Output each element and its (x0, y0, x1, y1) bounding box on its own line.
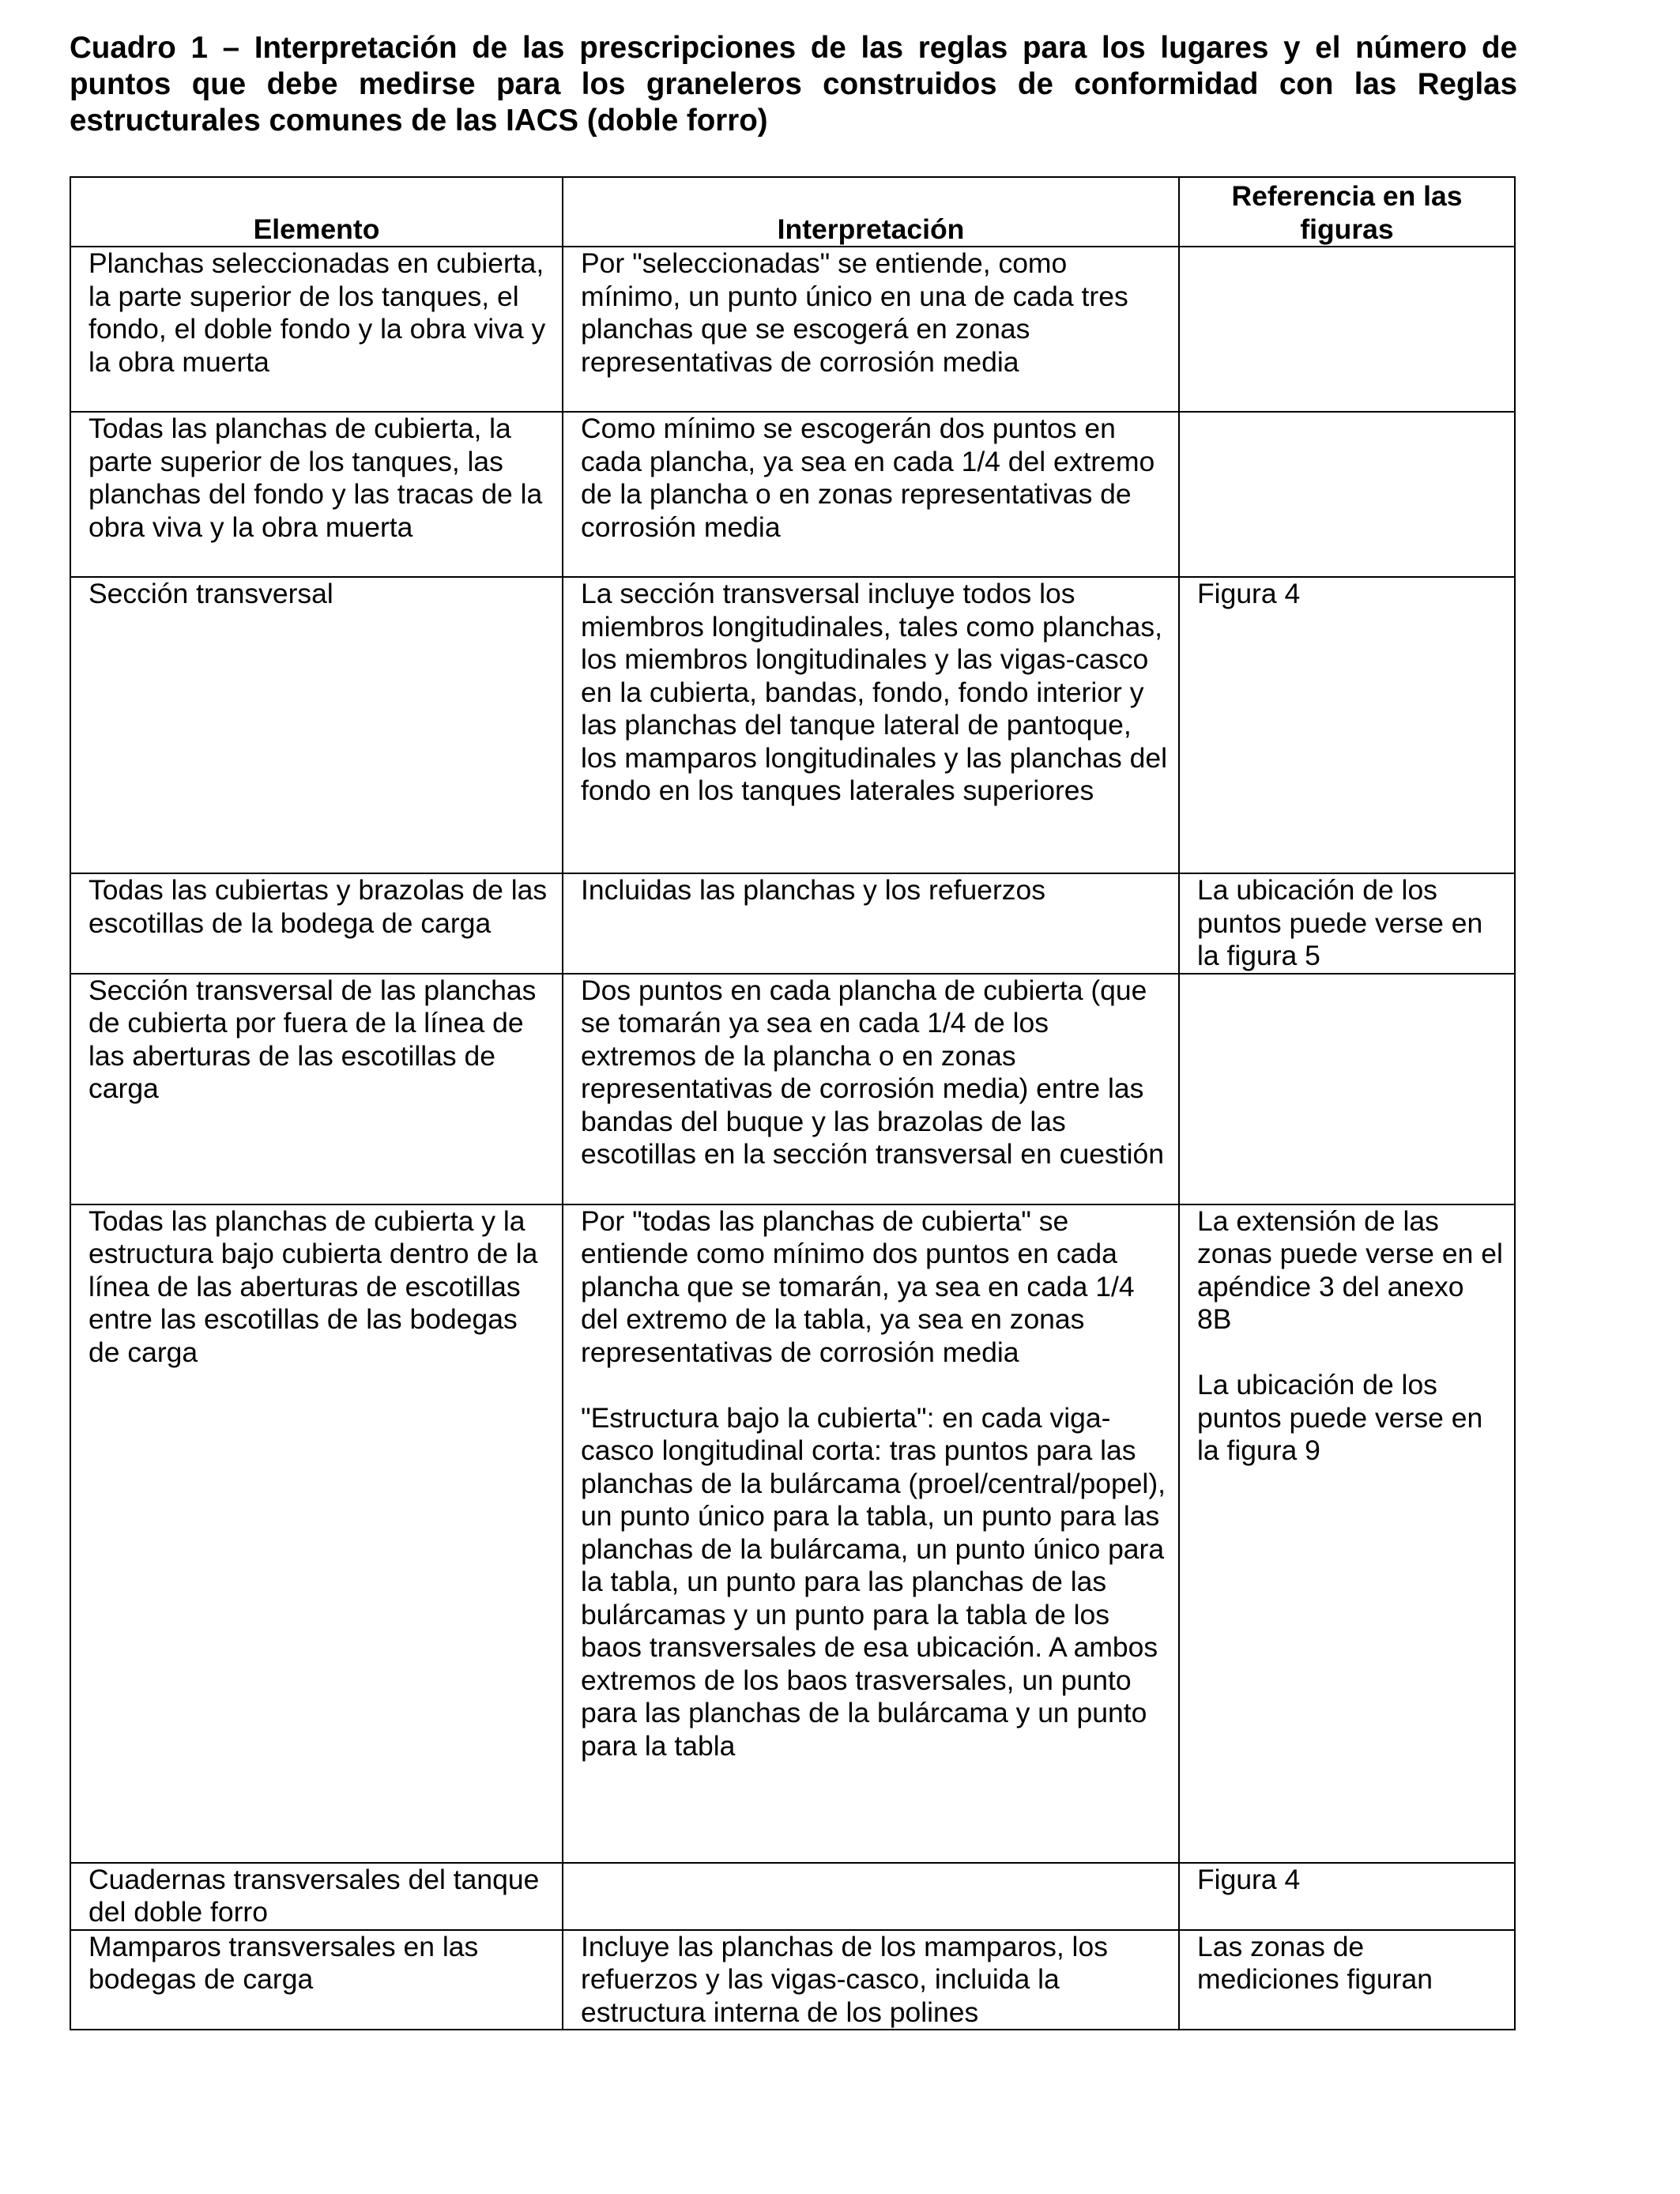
table-row (70, 1863, 1515, 1930)
cell-paragraph: Por "todas las planchas de cubierta" se entiende como mínimo dos puntos en cada plancha que se tomarán, ya sea en cada 1/4 del extremo de la tabla, ya sea en zonas representativas de corrosión media (581, 1204, 1135, 1368)
cell-elemento: Mamparos transversales en las bodegas de carga (70, 1930, 563, 2030)
cell-elemento: Todas las planchas de cubierta y la estructura bajo cubierta dentro de la línea de las aberturas de escotillas entre las escotillas de las bodegas de carga (70, 1204, 563, 1863)
cell-paragraph: Figura 4 (1197, 1863, 1301, 1895)
header-row (70, 177, 1515, 247)
cell-paragraph: La sección transversal incluye todos los miembros longitudinales, tales como planchas, los miembros longitudinales y las vigas-casco en la cubierta, bandas, fondo, fondo interior y las planchas del tanque lateral de pantoque, los mamparos longitudinales y las planchas del fondo en los tanques laterales superiores (581, 578, 1167, 806)
cell-interpretacion (563, 412, 1179, 577)
cell-paragraph: Incluidas las planchas y los refuerzos (581, 874, 1046, 906)
cell-interpretacion (563, 873, 1179, 974)
cell-referencia (1179, 873, 1515, 974)
cell-paragraph: "Estructura bajo la cubierta": en cada viga-casco longitudinal corta: tras puntos para las planchas de la bulárcama (proel/central/popel), un punto único para la tabla, un punto para las planchas de la bulárcama, un punto único para la tabla, un punto para las planchas de las bulárcamas y un punto para la tabla de los baos transversales de esa ubicación. A ambos extremos de los baos trasversales, un punto para las planchas de la bulárcama y un punto para la tabla (581, 1401, 1166, 1762)
cell-paragraph: Figura 4 (1197, 578, 1301, 609)
table-row (70, 873, 1515, 974)
cell-elemento: Sección transversal de las planchas de cubierta por fuera de la línea de las aberturas de las escotillas de carga (70, 974, 563, 1204)
header-elemento: Elemento (70, 177, 563, 247)
table-row (70, 1930, 1515, 2030)
table-row (70, 577, 1515, 873)
interpretation-table (70, 176, 1516, 2030)
cell-paragraph: La ubicación de los puntos puede verse en la figura 9 (1197, 1369, 1483, 1466)
table-row (70, 412, 1515, 577)
table-header (70, 177, 1515, 247)
cell-referencia (1179, 247, 1515, 412)
cell-interpretacion (563, 974, 1179, 1204)
cell-referencia (1179, 974, 1515, 1204)
cell-referencia (1179, 577, 1515, 873)
table-row (70, 974, 1515, 1204)
page-title: Cuadro 1 – Interpretación de las prescripciones de las reglas para los lugares y el número de puntos que debe medirse para los graneleros construidos de conformidad con las Reglas estructurales comunes de las IACS (doble forro) (70, 31, 1517, 138)
cell-interpretacion (563, 1930, 1179, 2030)
cell-interpretacion (563, 247, 1179, 412)
cell-elemento: Cuadernas transversales del tanque del doble forro (70, 1863, 563, 1930)
header-interpretacion: Interpretación (563, 177, 1179, 247)
table-row (70, 1204, 1515, 1863)
cell-elemento: Todas las planchas de cubierta, la parte superior de los tanques, las planchas del fondo y las tracas de la obra viva y la obra muerta (70, 412, 563, 577)
cell-paragraph: Incluye las planchas de los mamparos, los refuerzos y las vigas-casco, incluida la estructura interna de los polines (581, 1930, 1108, 2028)
cell-referencia (1179, 1204, 1515, 1863)
cell-paragraph: Como mínimo se escogerán dos puntos en cada plancha, ya sea en cada 1/4 del extremo de la plancha o en zonas representativas de corrosión media (581, 413, 1155, 543)
cell-elemento: Todas las cubiertas y brazolas de las escotillas de la bodega de carga (70, 873, 563, 974)
table-row (70, 247, 1515, 412)
cell-interpretacion (563, 577, 1179, 873)
cell-paragraph: Por "seleccionadas" se entiende, como mínimo, un punto único en una de cada tres planchas que se escogerá en zonas representativas de corrosión media (581, 247, 1128, 378)
cell-referencia (1179, 1863, 1515, 1930)
cell-elemento: Sección transversal (70, 577, 563, 873)
cell-referencia (1179, 412, 1515, 577)
cell-referencia (1179, 1930, 1515, 2030)
header-referencia: Referencia en las figuras (1179, 177, 1515, 247)
cell-elemento: Planchas seleccionadas en cubierta, la parte superior de los tanques, el fondo, el doble fondo y la obra viva y la obra muerta (70, 247, 563, 412)
cell-paragraph: Dos puntos en cada plancha de cubierta (que se tomarán ya sea en cada 1/4 de los extremos de la plancha o en zonas representativas de corrosión media) entre las bandas del buque y las brazolas de las escotillas en la sección transversal en cuestión (581, 974, 1164, 1170)
cell-interpretacion (563, 1204, 1179, 1863)
cell-paragraph: Las zonas de mediciones figuran (1197, 1930, 1433, 1995)
cell-paragraph: La extensión de las zonas puede verse en el apéndice 3 del anexo 8B (1197, 1204, 1503, 1335)
cell-interpretacion (563, 1863, 1179, 1930)
cell-paragraph: La ubicación de los puntos puede verse en la figura 5 (1197, 874, 1483, 971)
